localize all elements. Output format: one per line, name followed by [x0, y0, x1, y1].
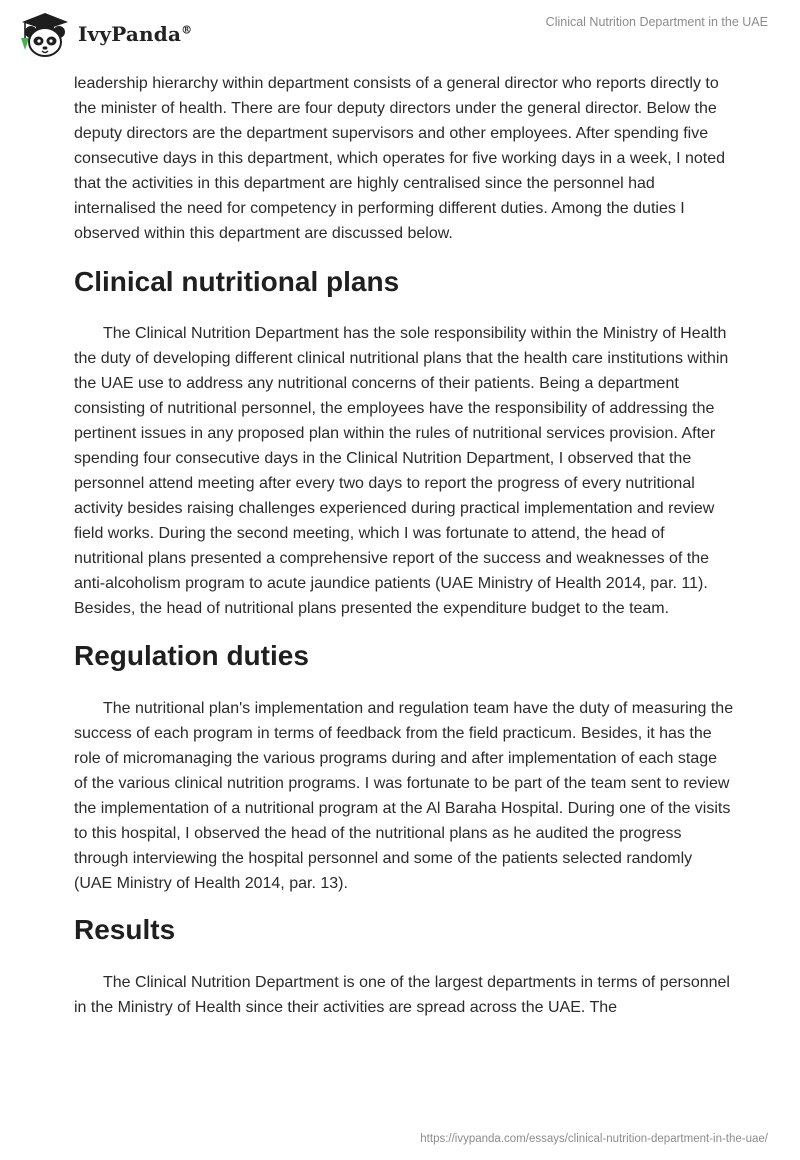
section-heading-regulation-duties: Regulation duties	[74, 640, 309, 671]
section-heading-clinical-nutritional-plans: Clinical nutritional plans	[74, 266, 400, 297]
intro-paragraph: leadership hierarchy within department consists of a general director who reports directly to the minister of health. There are four deputy directors under the general director. Below the deputy directors are the department supervisors and other employees. After spending five consecutive days in this department, which operates for five working days in a week, I noted that the activities in this department are highly centralised since the personnel had internalised the need for competency in performing different duties. Among the duties I observed within this department are discussed below.	[74, 75, 726, 242]
section-paragraph-regulation-duties: The nutritional plan's implementation and regulation team have the duty of measuring the success of each program in terms of feedback from the field practicum. Besides, it has the role of micromanaging the various programs during and after implementation of each stage of the various clinical nutrition programs. I was fortunate to be part of the team sent to review the implementation of a nutritional program at the Al Baraha Hospital. During one of the visits to this hospital, I observed the head of the nutritional plans as he audited the progress through interviewing the hospital personnel and some of the patients selected randomly (UAE Ministry of Health 2014, par. 13).	[74, 700, 734, 892]
registered-mark: ®	[181, 23, 193, 37]
page-header	[0, 0, 800, 70]
source-url[interactable]: https://ivypanda.com/essays/clinical-nutrition-department-in-the-uae/	[420, 1133, 768, 1145]
document-title: Clinical Nutrition Department in the UAE	[545, 15, 768, 29]
section-heading-results: Results	[74, 914, 176, 945]
essay-body	[74, 70, 734, 1020]
section-paragraph-clinical-nutritional-plans: The Clinical Nutrition Department has the sole responsibility within the Ministry of Health the duty of developing different clinical nutritional plans that the health care institutions within the UAE use to address any nutritional concerns of their patients. Being a department consisting of nutritional personnel, the employees have the responsibility of addressing the pertinent issues in any proposed plan within the rules of nutritional services provision. After spending four consecutive days in the Clinical Nutrition Department, I observed that the personnel attend meeting after every two days to report the progress of every nutritional activity besides raising challenges experienced during practical implementation and review field works. During the second meeting, which I was fortunate to attend, the head of nutritional plans presented a comprehensive report of the success and weaknesses of the anti-alcoholism program to acute jaundice patients (UAE Ministry of Health 2014, par. 11). Besides, the head of nutritional plans presented the expenditure budget to the team.	[74, 325, 729, 617]
panda-graduate-icon	[14, 8, 76, 60]
ivypanda-logo[interactable]	[14, 8, 194, 60]
brand-name: IvyPanda®	[78, 22, 193, 46]
section-paragraph-results: The Clinical Nutrition Department is one of the largest departments in terms of personnel in the Ministry of Health since their activities are spread across the UAE. The	[74, 974, 730, 1016]
